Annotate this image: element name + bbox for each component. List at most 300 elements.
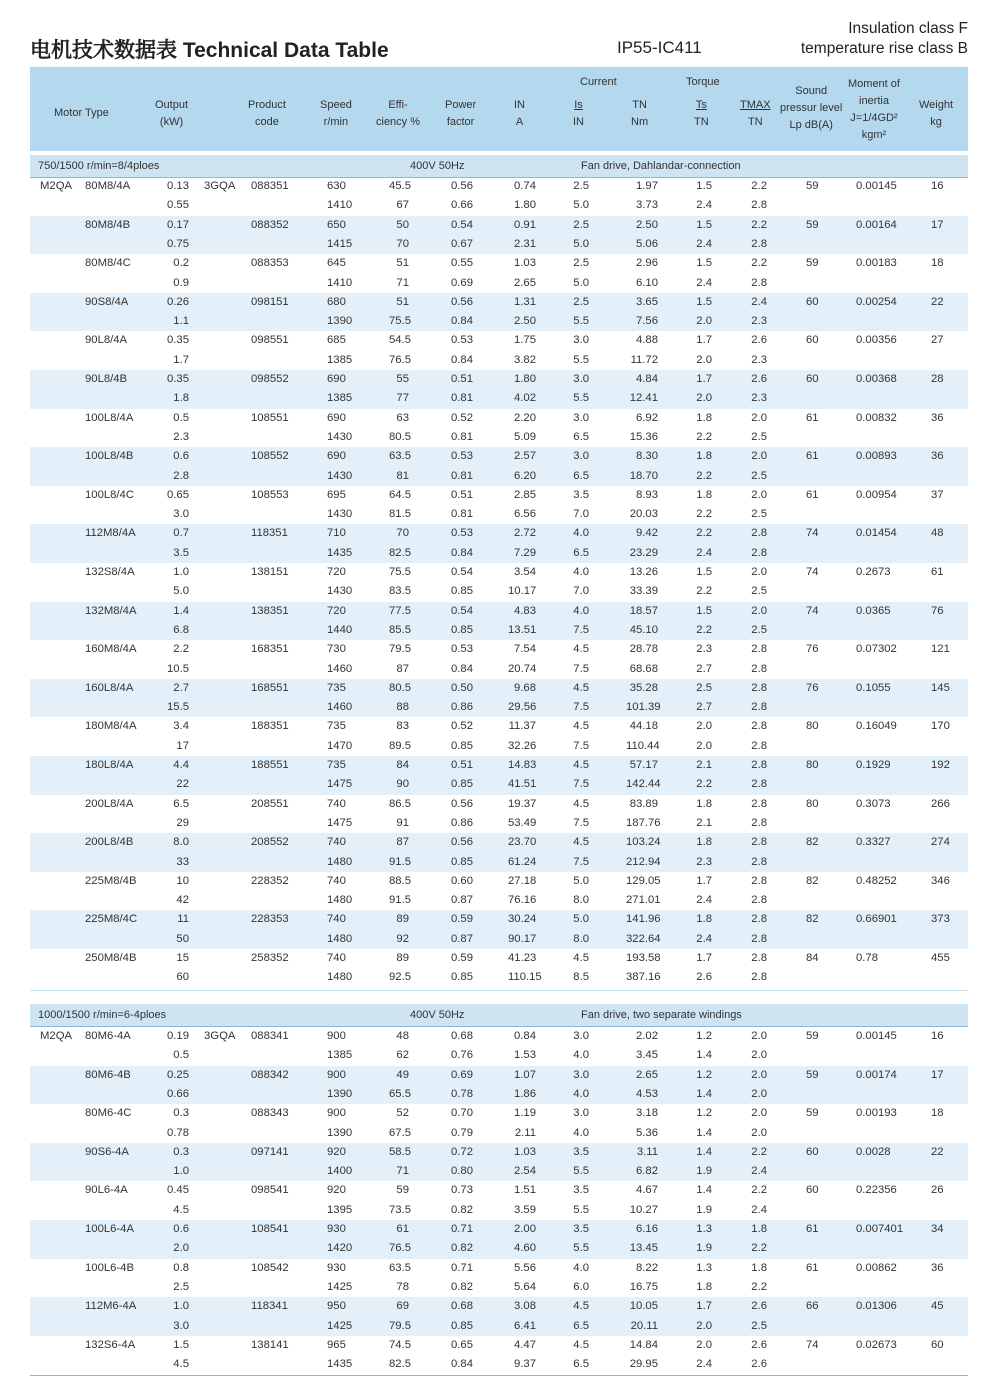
efficiency: 55: [396, 373, 409, 385]
table-row: [30, 505, 968, 524]
power-factor: 0.69: [451, 276, 473, 289]
ts-tn: 2.0: [696, 1319, 712, 1332]
section-drive: Fan drive, two separate windings: [581, 1009, 742, 1021]
header-power-unit: factor: [446, 116, 475, 128]
torque-tn: 5.36: [636, 1126, 658, 1139]
is-in: 5.0: [573, 276, 589, 289]
power-factor: 0.87: [451, 894, 473, 907]
torque-tn: 2.65: [636, 1068, 658, 1081]
ts-tn: 1.7: [696, 952, 712, 964]
is-in: 6.0: [573, 1280, 589, 1293]
power-factor: 0.67: [451, 237, 473, 250]
efficiency: 82.5: [389, 546, 411, 559]
code-prefix: 3GQA: [204, 180, 236, 192]
tmax-tn: 2.5: [751, 469, 767, 482]
ts-tn: 1.7: [696, 373, 712, 385]
torque-tn: 3.65: [636, 295, 658, 308]
header-ts-label: Ts: [695, 99, 707, 111]
sound-level: 66: [806, 1300, 819, 1313]
table-row: [30, 891, 968, 910]
product-code: 097141: [251, 1145, 289, 1158]
output: 4.5: [173, 1358, 189, 1371]
sound-level: 61: [806, 450, 819, 463]
sound-level: 82: [806, 836, 819, 849]
ts-tn: 1.4: [696, 1145, 712, 1158]
speed: 690: [327, 450, 346, 463]
table-row: [30, 312, 968, 331]
code-prefix: 3GQA: [204, 1030, 236, 1042]
section-voltage: 400V 50Hz: [410, 160, 465, 172]
current-in: 41.51: [508, 778, 537, 791]
power-factor: 0.65: [451, 1338, 473, 1351]
weight: 16: [931, 1030, 944, 1042]
table-row: [30, 486, 968, 505]
efficiency: 74.5: [389, 1338, 411, 1351]
current-in: 9.37: [514, 1358, 536, 1371]
tmax-tn: 2.8: [751, 778, 767, 791]
speed: 1480: [327, 894, 353, 907]
torque-tn: 4.88: [636, 334, 658, 347]
output: 0.25: [167, 1068, 189, 1081]
power-factor: 0.85: [451, 1319, 473, 1332]
motor-type: 100L8/4A: [85, 411, 134, 424]
output: 0.5: [173, 411, 189, 424]
current-in: 1.86: [514, 1087, 536, 1100]
ts-tn: 2.2: [696, 585, 712, 598]
torque-tn: 57.17: [629, 759, 658, 771]
tmax-tn: 2.0: [751, 488, 767, 501]
product-code: 088343: [251, 1107, 289, 1120]
power-factor: 0.53: [451, 643, 473, 656]
output: 1.0: [173, 1300, 189, 1313]
is-in: 4.5: [573, 759, 589, 771]
header-moment-label: Moment of: [848, 78, 900, 90]
page-title: 电机技术数据表 Technical Data Table: [30, 39, 389, 62]
sound-level: 59: [806, 180, 819, 192]
torque-tn: 28.78: [629, 643, 658, 656]
current-in: 2.20: [514, 411, 536, 424]
efficiency: 91.5: [389, 855, 411, 868]
product-code: 168351: [251, 643, 289, 656]
sound-level: 80: [806, 720, 819, 733]
sound-level: 59: [806, 218, 819, 231]
torque-tn: 8.93: [636, 488, 658, 501]
header-weight-unit: kg: [930, 116, 942, 128]
header-moment-unit: kgm²: [861, 129, 887, 141]
motor-type: 250M8/4B: [85, 952, 137, 964]
power-factor: 0.84: [451, 546, 473, 559]
weight: 22: [931, 1145, 944, 1158]
weight: 266: [931, 797, 950, 810]
output: 15.5: [167, 701, 189, 714]
is-in: 3.5: [573, 488, 589, 501]
current-in: 3.08: [514, 1300, 536, 1313]
header-is-label: Is: [574, 99, 583, 111]
torque-tn: 45.10: [629, 623, 658, 636]
torque-tn: 101.39: [626, 701, 661, 714]
tmax-tn: 2.0: [751, 1087, 767, 1100]
power-factor: 0.86: [451, 701, 473, 714]
power-factor: 0.72: [451, 1145, 473, 1158]
motor-type: 100L6-4A: [85, 1223, 134, 1235]
output: 0.35: [167, 373, 189, 385]
inertia: 0.3327: [856, 836, 891, 849]
power-factor: 0.53: [451, 527, 473, 540]
is-in: 3.0: [573, 334, 589, 347]
weight: 17: [931, 218, 944, 231]
inertia: 0.1055: [856, 681, 891, 694]
tmax-tn: 2.0: [751, 566, 767, 578]
output: 2.7: [173, 681, 189, 694]
efficiency: 81: [396, 469, 409, 482]
torque-tn: 3.73: [636, 199, 658, 212]
tmax-tn: 2.2: [751, 180, 767, 192]
power-factor: 0.82: [451, 1280, 473, 1293]
efficiency: 63: [396, 411, 409, 424]
table-row: [30, 428, 968, 447]
table-row: [30, 351, 968, 370]
table-row: [30, 389, 968, 408]
weight: 61: [931, 566, 944, 578]
efficiency: 62: [396, 1049, 409, 1062]
current-in: 2.00: [514, 1223, 536, 1235]
tmax-tn: 2.3: [751, 315, 767, 328]
section-header: [30, 1004, 968, 1026]
efficiency: 80.5: [389, 430, 411, 443]
header-moment-label2: inertia: [859, 95, 889, 107]
is-in: 4.0: [573, 1087, 589, 1100]
header-sound: [780, 83, 842, 134]
tmax-tn: 2.0: [751, 1030, 767, 1042]
is-in: 8.0: [573, 894, 589, 907]
ts-tn: 1.5: [696, 566, 712, 578]
table-row: [30, 1181, 968, 1200]
table-row: [30, 1259, 968, 1278]
inertia: 0.00174: [856, 1068, 897, 1081]
ts-tn: 1.2: [696, 1068, 712, 1081]
ts-tn: 2.3: [696, 855, 712, 868]
power-factor: 0.52: [451, 720, 473, 733]
torque-tn: 2.50: [636, 218, 658, 231]
motor-type: 90S6-4A: [85, 1145, 129, 1158]
power-factor: 0.80: [451, 1165, 473, 1178]
weight: 18: [931, 1107, 944, 1120]
power-factor: 0.68: [451, 1030, 473, 1042]
output: 1.7: [173, 353, 189, 366]
weight: 26: [931, 1184, 944, 1197]
inertia: 0.2673: [856, 566, 891, 578]
temperature-rise: temperature rise class B: [800, 40, 968, 57]
speed: 1400: [327, 1165, 353, 1178]
current-in: 6.20: [514, 469, 536, 482]
power-factor: 0.56: [451, 836, 473, 849]
speed: 1395: [327, 1203, 353, 1216]
current-in: 4.47: [514, 1338, 536, 1351]
is-in: 6.5: [573, 1319, 589, 1332]
current-in: 76.16: [508, 894, 537, 907]
product-code: 138151: [251, 566, 289, 578]
ts-tn: 2.7: [696, 701, 712, 714]
is-in: 2.5: [573, 218, 589, 231]
current-in: 4.02: [514, 392, 536, 405]
speed: 930: [327, 1261, 346, 1274]
ts-tn: 2.0: [696, 1338, 712, 1351]
motor-type: 80M6-4A: [85, 1030, 131, 1042]
tmax-tn: 2.8: [751, 874, 767, 887]
insulation-class: Insulation class F: [848, 20, 968, 37]
power-factor: 0.54: [451, 218, 473, 231]
table-row: [30, 409, 968, 428]
header-moment: [848, 76, 900, 144]
inertia: 0.00254: [856, 295, 897, 308]
torque-tn: 7.56: [636, 315, 658, 328]
table-row: [30, 1027, 968, 1046]
current-in: 1.31: [514, 295, 536, 308]
power-factor: 0.56: [451, 180, 473, 192]
is-in: 4.5: [573, 681, 589, 694]
current-in: 14.83: [508, 759, 537, 771]
table-row: [30, 1085, 968, 1104]
power-factor: 0.84: [451, 353, 473, 366]
is-in: 5.5: [573, 1242, 589, 1255]
torque-tn: 8.22: [636, 1261, 658, 1274]
torque-tn: 193.58: [626, 952, 661, 964]
tmax-tn: 2.8: [751, 701, 767, 714]
is-in: 5.5: [573, 392, 589, 405]
current-in: 1.03: [514, 1145, 536, 1158]
sound-level: 59: [806, 1030, 819, 1042]
efficiency: 76.5: [389, 353, 411, 366]
ts-tn: 1.8: [696, 797, 712, 810]
tmax-tn: 2.5: [751, 508, 767, 521]
table-row: [30, 1066, 968, 1085]
is-in: 6.5: [573, 1358, 589, 1371]
is-in: 2.5: [573, 295, 589, 308]
product-code: 108551: [251, 411, 289, 424]
header-speed: [320, 97, 352, 131]
motor-type: 200L8/4A: [85, 797, 134, 810]
efficiency: 65.5: [389, 1087, 411, 1100]
torque-tn: 3.18: [636, 1107, 658, 1120]
speed: 740: [327, 952, 346, 964]
torque-tn: 10.27: [629, 1203, 658, 1216]
torque-tn: 35.28: [629, 681, 658, 694]
tmax-tn: 2.5: [751, 430, 767, 443]
output: 15: [176, 952, 189, 964]
speed: 645: [327, 257, 346, 270]
is-in: 4.5: [573, 643, 589, 656]
output: 0.3: [173, 1145, 189, 1158]
ts-tn: 1.4: [696, 1049, 712, 1062]
tmax-tn: 2.0: [751, 604, 767, 617]
is-in: 3.0: [573, 450, 589, 463]
motor-type: 132M8/4A: [85, 604, 137, 617]
motor-type: 160M8/4A: [85, 643, 137, 656]
output: 0.26: [167, 295, 189, 308]
speed: 1430: [327, 585, 353, 598]
header-motor-type: Motor Type: [54, 107, 109, 119]
product-code: 098541: [251, 1184, 289, 1197]
inertia: 0.07302: [856, 643, 897, 656]
is-in: 4.0: [573, 1049, 589, 1062]
torque-tn: 15.36: [629, 430, 658, 443]
torque-tn: 44.18: [629, 720, 658, 733]
efficiency: 83: [396, 720, 409, 733]
power-factor: 0.51: [451, 488, 473, 501]
protection-class: IP55-IC411: [617, 38, 702, 57]
sound-level: 74: [806, 527, 819, 540]
output: 0.75: [167, 237, 189, 250]
efficiency: 79.5: [389, 643, 411, 656]
is-in: 4.0: [573, 527, 589, 540]
table-row: [30, 544, 968, 563]
efficiency: 73.5: [389, 1203, 411, 1216]
tmax-tn: 2.8: [751, 662, 767, 675]
header-product-code: [248, 97, 286, 131]
ts-tn: 1.8: [696, 411, 712, 424]
header-output: [155, 97, 188, 131]
current-in: 32.26: [508, 739, 537, 752]
table-row: [30, 254, 968, 273]
sound-level: 80: [806, 759, 819, 771]
speed: 1435: [327, 546, 353, 559]
current-in: 4.83: [514, 604, 536, 617]
current-in: 7.29: [514, 546, 536, 559]
power-factor: 0.51: [451, 759, 473, 771]
table-row: [30, 177, 968, 196]
power-factor: 0.53: [451, 450, 473, 463]
sound-level: 59: [806, 1107, 819, 1120]
torque-tn: 20.11: [630, 1319, 658, 1332]
ts-tn: 1.8: [696, 836, 712, 849]
table-row: [30, 467, 968, 486]
current-in: 2.31: [514, 237, 536, 250]
product-code: 228352: [251, 874, 289, 887]
efficiency: 48: [396, 1030, 409, 1042]
inertia: 0.66901: [856, 913, 897, 926]
ts-tn: 2.7: [696, 662, 712, 675]
is-in: 4.5: [573, 720, 589, 733]
table-row: [30, 1239, 968, 1258]
ts-tn: 2.1: [696, 759, 712, 771]
motor-type: 80M8/4C: [85, 257, 131, 270]
current-in: 1.07: [514, 1068, 536, 1081]
header-eff-unit: ciency %: [376, 116, 421, 128]
speed: 950: [327, 1300, 346, 1313]
torque-tn: 11.72: [630, 353, 658, 366]
is-in: 4.0: [573, 1126, 589, 1139]
tmax-tn: 2.2: [751, 1242, 767, 1255]
output: 2.5: [173, 1280, 189, 1293]
sound-level: 61: [806, 1261, 819, 1274]
power-factor: 0.85: [451, 739, 473, 752]
current-in: 1.51: [514, 1184, 536, 1197]
efficiency: 61: [396, 1223, 409, 1235]
is-in: 4.5: [573, 836, 589, 849]
efficiency: 75.5: [389, 566, 411, 578]
inertia: 0.00183: [856, 257, 897, 270]
insulation-info: [801, 19, 968, 59]
power-factor: 0.85: [451, 623, 473, 636]
output: 1.5: [173, 1338, 189, 1351]
section-speed-label: 1000/1500 r/min=6-4ploes: [38, 1009, 167, 1021]
header-product-label: Product: [248, 99, 286, 111]
inertia: 0.1929: [856, 759, 891, 771]
current-in: 2.11: [514, 1126, 536, 1139]
efficiency: 91: [396, 816, 409, 829]
is-in: 6.5: [573, 469, 589, 482]
product-code: 118351: [251, 527, 288, 540]
inertia: 0.00193: [856, 1107, 897, 1120]
ts-tn: 2.4: [696, 894, 712, 907]
speed: 1385: [327, 353, 353, 366]
output: 22: [176, 778, 189, 791]
output: 1.8: [173, 392, 189, 405]
sound-level: 59: [806, 1068, 819, 1081]
power-factor: 0.73: [451, 1184, 473, 1197]
current-in: 1.03: [514, 257, 536, 270]
ts-tn: 2.1: [696, 816, 712, 829]
tmax-tn: 2.8: [751, 971, 767, 984]
efficiency: 89.5: [389, 739, 411, 752]
power-factor: 0.82: [451, 1242, 473, 1255]
motor-type: 112M6-4A: [85, 1300, 137, 1313]
torque-tn: 33.39: [629, 585, 658, 598]
table-row: [30, 582, 968, 601]
is-in: 5.5: [573, 353, 589, 366]
efficiency: 86.5: [389, 797, 411, 810]
efficiency: 78: [396, 1280, 409, 1293]
motor-type: 132S8/4A: [85, 566, 135, 578]
header-power-factor: [445, 97, 476, 131]
motor-type: 180L8/4A: [85, 759, 134, 771]
speed: 720: [327, 566, 346, 578]
current-in: 0.84: [514, 1030, 536, 1042]
ts-tn: 1.5: [696, 604, 712, 617]
is-in: 3.0: [573, 1107, 589, 1120]
speed: 680: [327, 295, 346, 308]
speed: 965: [327, 1338, 346, 1351]
speed: 685: [327, 334, 346, 347]
power-factor: 0.79: [451, 1126, 473, 1139]
ts-tn: 2.6: [696, 971, 712, 984]
speed: 900: [327, 1107, 346, 1120]
tmax-tn: 2.8: [751, 643, 767, 656]
sound-level: 60: [806, 1184, 819, 1197]
efficiency: 63.5: [389, 450, 411, 463]
current-in: 13.51: [508, 623, 537, 636]
table-row: [30, 621, 968, 640]
ts-tn: 2.4: [696, 546, 712, 559]
efficiency: 76.5: [389, 1242, 411, 1255]
is-in: 4.5: [573, 952, 589, 964]
motor-type: 225M8/4C: [85, 913, 138, 926]
weight: 16: [931, 180, 944, 192]
section-drive: Fan drive, Dahlandar-connection: [581, 160, 741, 172]
is-in: 3.5: [573, 1145, 589, 1158]
output: 60: [176, 971, 189, 984]
weight: 121: [931, 643, 950, 656]
tmax-tn: 2.0: [751, 1049, 767, 1062]
inertia: 0.0365: [856, 604, 891, 617]
speed: 1480: [327, 971, 353, 984]
speed: 1410: [327, 276, 353, 289]
speed: 1460: [327, 701, 353, 714]
speed: 1430: [327, 469, 353, 482]
output: 6.8: [173, 623, 189, 636]
header-output-unit: (kW): [159, 116, 184, 128]
efficiency: 59: [396, 1184, 409, 1197]
